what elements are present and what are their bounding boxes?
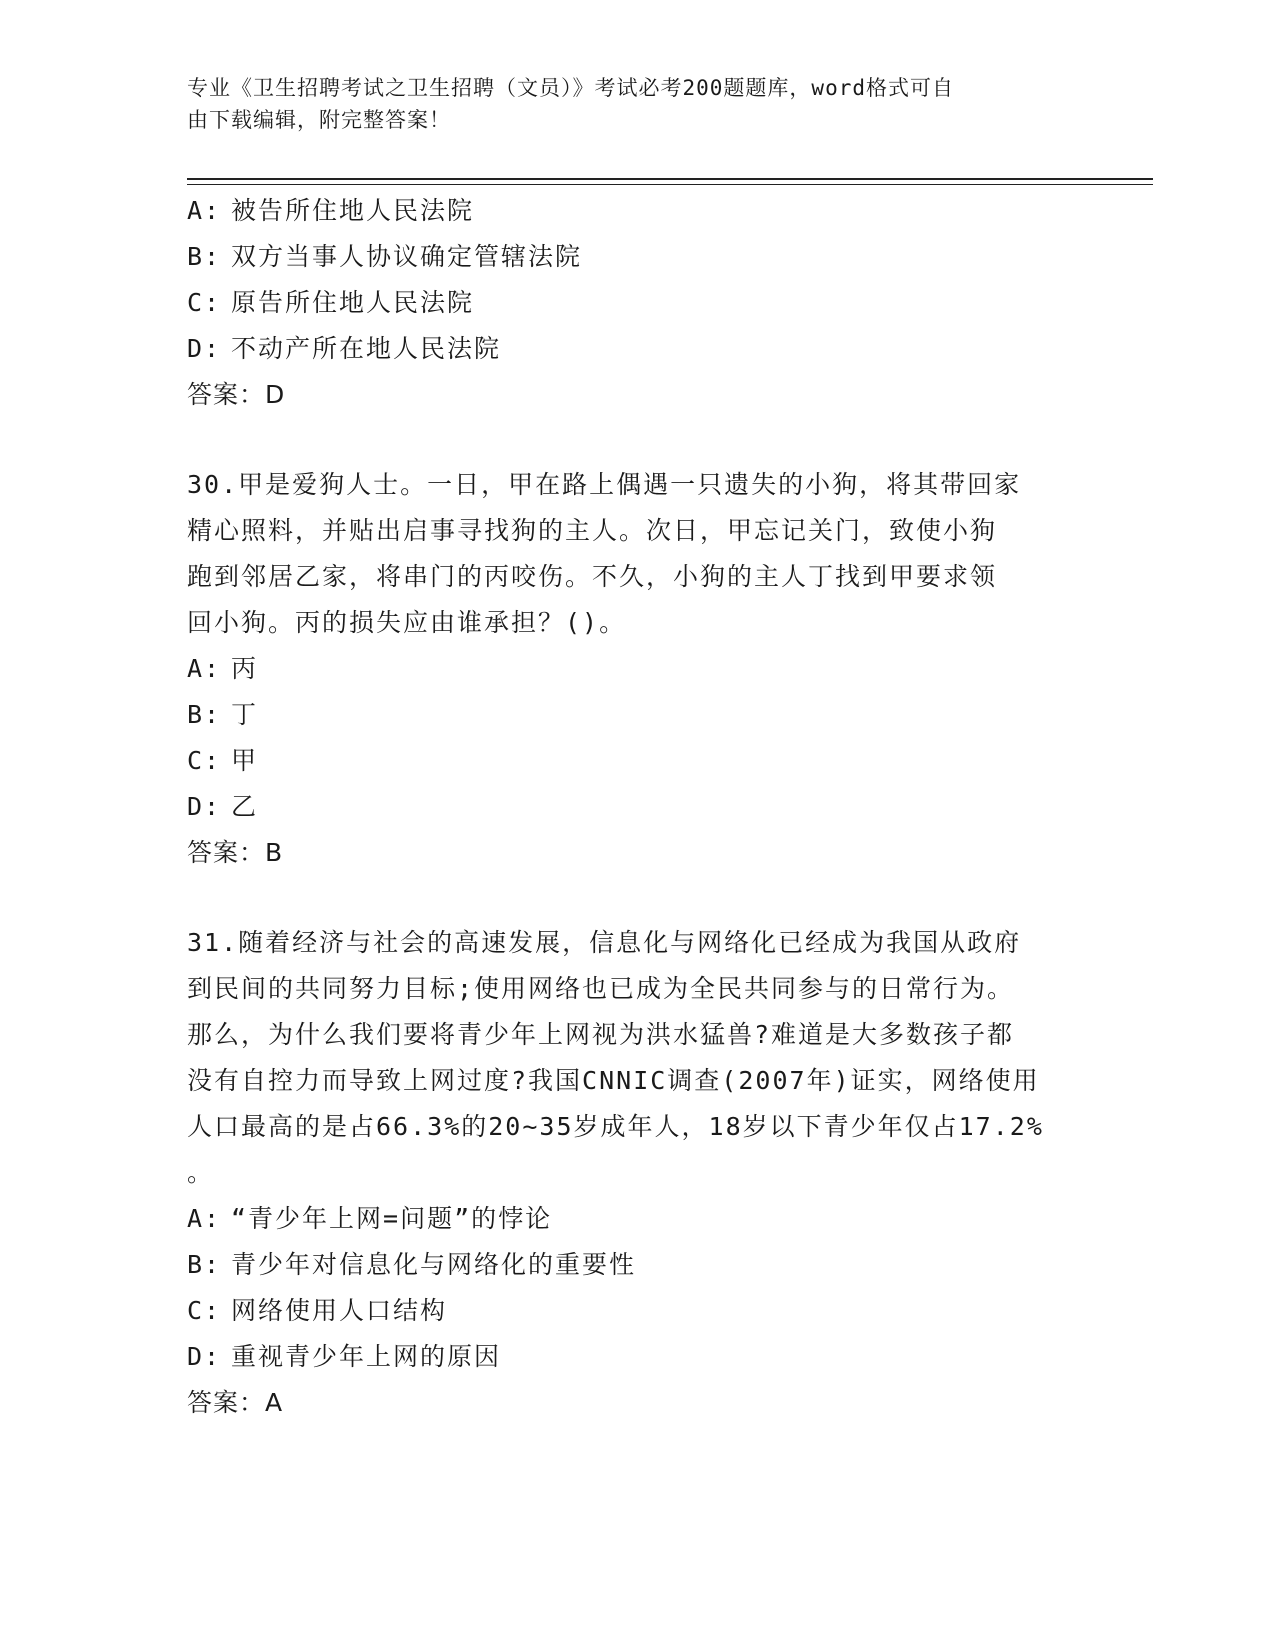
question-text-line: 到民间的共同努力目标;使用网络也已成为全民共同参与的日常行为。: [187, 974, 1015, 1003]
option-c: [187, 280, 1087, 326]
question-text-line: 30.甲是爱狗人士。一日，甲在路上偶遇一只遗失的小狗，将其带回家: [187, 470, 1022, 499]
option-text: 青少年对信息化与网络化的重要性: [231, 1250, 637, 1279]
question-text-line: 人口最高的是占66.3%的20~35岁成年人，18岁以下青少年仅占17.2%: [187, 1112, 1044, 1141]
question-block-31: [187, 920, 1087, 1426]
question-text-line: 31.随着经济与社会的高速发展，信息化与网络化已经成为我国从政府: [187, 928, 1022, 957]
option-text: 不动产所在地人民法院: [231, 334, 502, 363]
option-key: C:: [187, 746, 222, 775]
header-divider-thin: [187, 184, 1153, 185]
option-b: [187, 692, 1087, 738]
option-text: 丙: [231, 654, 259, 683]
option-text: 网络使用人口结构: [231, 1296, 448, 1325]
question-text-line: 没有自控力而导致上网过度?我国CNNIC调查(2007年)证实，网络使用: [187, 1066, 1040, 1095]
option-text: 乙: [231, 792, 259, 821]
question-text-line: 跑到邻居乙家，将串门的丙咬伤。不久，小狗的主人丁找到甲要求领: [187, 562, 998, 591]
question-text-line: 。: [187, 1158, 215, 1187]
question-text-line: 精心照料，并贴出启事寻找狗的主人。次日，甲忘记关门，致使小狗: [187, 516, 998, 545]
option-key: D:: [187, 334, 222, 363]
option-key: A:: [187, 1204, 222, 1233]
option-b: [187, 1242, 1087, 1288]
question-text-line: 那么，为什么我们要将青少年上网视为洪水猛兽?难道是大多数孩子都: [187, 1020, 1015, 1049]
option-text: 重视青少年上网的原因: [231, 1342, 502, 1371]
answer-line: 答案：D: [187, 380, 286, 409]
option-key: D:: [187, 792, 222, 821]
answer-line: 答案：B: [187, 838, 284, 867]
question-list: [187, 188, 1087, 1426]
option-text: “青少年上网=问题”的悖论: [231, 1204, 553, 1233]
question-block-30: [187, 462, 1087, 876]
header-line-1: 专业《卫生招聘考试之卫生招聘（文员）》考试必考200题题库，word格式可自: [187, 76, 954, 100]
option-text: 被告所住地人民法院: [231, 196, 475, 225]
option-key: B:: [187, 1250, 222, 1279]
option-a: [187, 1196, 1087, 1242]
option-text: 甲: [231, 746, 259, 775]
option-key: A:: [187, 196, 222, 225]
option-c: [187, 1288, 1087, 1334]
option-key: B:: [187, 700, 222, 729]
option-text: 原告所住地人民法院: [231, 288, 475, 317]
option-d: [187, 1334, 1087, 1380]
option-b: [187, 234, 1087, 280]
option-a: [187, 188, 1087, 234]
spacer: [187, 418, 1087, 462]
option-key: C:: [187, 1296, 222, 1325]
option-text: 双方当事人协议确定管辖法院: [231, 242, 583, 271]
document-header: [187, 72, 1067, 136]
option-c: [187, 738, 1087, 784]
option-d: [187, 784, 1087, 830]
header-divider-thick: [187, 178, 1153, 180]
question-text-line: 回小狗。丙的损失应由谁承担？()。: [187, 608, 627, 637]
option-a: [187, 646, 1087, 692]
spacer: [187, 876, 1087, 920]
option-d: [187, 326, 1087, 372]
option-key: C:: [187, 288, 222, 317]
question-block-prev: [187, 188, 1087, 418]
option-key: D:: [187, 1342, 222, 1371]
option-key: A:: [187, 654, 222, 683]
option-key: B:: [187, 242, 222, 271]
option-text: 丁: [231, 700, 259, 729]
answer-line: 答案：A: [187, 1388, 284, 1417]
header-line-2: 由下载编辑，附完整答案！: [187, 108, 451, 132]
